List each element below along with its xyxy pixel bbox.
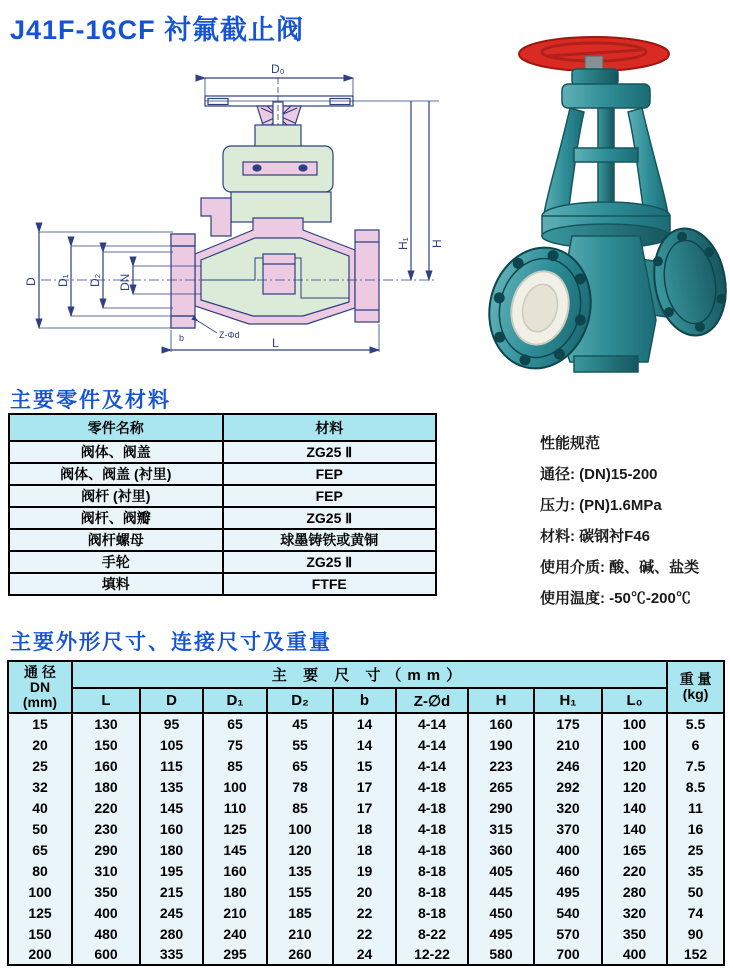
table-row (8, 902, 724, 923)
table-cell: 295 (203, 944, 267, 965)
dim-label-d0: D₀ (271, 62, 285, 76)
table-cell: 32 (8, 776, 72, 797)
table-cell: 280 (140, 923, 203, 944)
table-cell: 4-14 (396, 755, 468, 776)
materials-col-part: 零件名称 (9, 414, 223, 441)
table-cell: 4-14 (396, 734, 468, 755)
table-cell: 245 (140, 902, 203, 923)
table-cell: 手轮 (9, 551, 223, 573)
table-cell: ZG25 Ⅱ (223, 441, 437, 463)
table-cell: 120 (602, 776, 667, 797)
table-cell: 180 (72, 776, 140, 797)
table-cell: 95 (140, 713, 203, 734)
table-cell: 135 (267, 860, 333, 881)
table-cell: 19 (333, 860, 396, 881)
table-row (8, 776, 724, 797)
table-cell: 22 (333, 923, 396, 944)
table-cell: 25 (8, 755, 72, 776)
table-cell: 球墨铸铁或黄铜 (223, 529, 437, 551)
table-cell: 7.5 (667, 755, 724, 776)
table-cell: 8-18 (396, 860, 468, 881)
dims-col-weight (667, 661, 724, 713)
table-cell: 50 (667, 881, 724, 902)
table-cell: 阀体、阀盖 (衬里) (9, 463, 223, 485)
dimensions-section-heading: 主要外形尺寸、连接尺寸及重量 (10, 631, 332, 654)
table-cell: 580 (468, 944, 534, 965)
table-cell: 17 (333, 776, 396, 797)
table-cell: 400 (534, 839, 602, 860)
table-row (8, 797, 724, 818)
table-cell: 405 (468, 860, 534, 881)
table-cell: 115 (140, 755, 203, 776)
table-cell: 210 (203, 902, 267, 923)
table-cell: 8-18 (396, 902, 468, 923)
table-cell: 600 (72, 944, 140, 965)
table-row (8, 944, 724, 965)
table-cell: 480 (72, 923, 140, 944)
table-cell: 220 (72, 797, 140, 818)
header-cell: L₀ (602, 688, 667, 713)
table-cell: FEP (223, 463, 437, 485)
performance-specs (540, 428, 699, 614)
valve-photo (486, 20, 728, 383)
table-cell: 85 (267, 797, 333, 818)
table-cell: 165 (602, 839, 667, 860)
table-row (8, 713, 724, 734)
table-cell: 210 (534, 734, 602, 755)
dim-label-dn: DN (118, 273, 132, 291)
table-row (9, 441, 436, 463)
table-row (8, 755, 724, 776)
header-cell: b (333, 688, 396, 713)
table-cell: 110 (203, 797, 267, 818)
table-cell: 140 (602, 818, 667, 839)
table-cell: 320 (602, 902, 667, 923)
table-cell: 80 (8, 860, 72, 881)
materials-table (8, 413, 437, 596)
spec-line: 使用介质: 酸、碱、盐类 (540, 559, 700, 576)
dimensions-table (7, 660, 725, 966)
table-cell: ZG25 Ⅱ (223, 507, 437, 529)
valve-handwheel (519, 37, 669, 71)
spec-line: 使用温度: -50℃-200℃ (540, 590, 691, 607)
table-row (9, 573, 436, 595)
table-row (8, 860, 724, 881)
table-cell: 152 (667, 944, 724, 965)
table-cell: 400 (602, 944, 667, 965)
table-cell: 100 (267, 818, 333, 839)
table-cell: 40 (8, 797, 72, 818)
table-cell: 160 (468, 713, 534, 734)
table-cell: 195 (140, 860, 203, 881)
valve-photo-svg (486, 20, 728, 378)
header-cell: H (468, 688, 534, 713)
header-cell: D₂ (267, 688, 333, 713)
table-cell: 190 (468, 734, 534, 755)
table-cell: 14 (333, 713, 396, 734)
table-cell: 125 (203, 818, 267, 839)
table-cell: 130 (72, 713, 140, 734)
specs-lines (540, 459, 699, 614)
table-cell: 120 (602, 755, 667, 776)
dim-label-d: D (24, 277, 38, 286)
dn-header-line: 通 径 (24, 663, 56, 680)
table-cell: 14 (333, 734, 396, 755)
table-cell: 180 (203, 881, 267, 902)
table-cell: 55 (267, 734, 333, 755)
weight-header-line: 重 量 (679, 671, 712, 687)
table-cell: 360 (468, 839, 534, 860)
table-cell: 160 (203, 860, 267, 881)
table-cell: 320 (534, 797, 602, 818)
table-row (9, 529, 436, 551)
table-cell: FTFE (223, 573, 437, 595)
spec-line: 通径: (DN)15-200 (540, 466, 658, 483)
table-cell: 填料 (9, 573, 223, 595)
table-cell: 125 (8, 902, 72, 923)
dim-label-l: L (272, 336, 279, 350)
table-cell: 100 (602, 734, 667, 755)
table-cell: 495 (468, 923, 534, 944)
table-row (9, 507, 436, 529)
table-cell: 90 (667, 923, 724, 944)
table-cell: 100 (8, 881, 72, 902)
table-cell: 50 (8, 818, 72, 839)
table-cell: 65 (267, 755, 333, 776)
table-cell: 246 (534, 755, 602, 776)
valve-cross-section-svg (5, 58, 465, 378)
table-cell: 292 (534, 776, 602, 797)
table-cell: 4-14 (396, 713, 468, 734)
table-cell: 215 (140, 881, 203, 902)
table-cell: 5.5 (667, 713, 724, 734)
valve-cross-section-drawing (5, 58, 465, 383)
specs-title: 性能规范 (540, 435, 601, 452)
dn-header-line: DN (29, 678, 51, 695)
table-cell: 4-18 (396, 818, 468, 839)
table-cell: 22 (333, 902, 396, 923)
table-cell: 18 (333, 839, 396, 860)
header-cell: D (140, 688, 203, 713)
table-cell: 150 (72, 734, 140, 755)
table-cell: 15 (8, 713, 72, 734)
spec-line: 材料: 碳钢衬F46 (540, 528, 651, 545)
materials-header-row (9, 414, 436, 441)
table-cell: 阀杆 (衬里) (9, 485, 223, 507)
table-cell: 35 (667, 860, 724, 881)
dim-label-zd: Z-Φd (219, 330, 240, 340)
table-cell: 223 (468, 755, 534, 776)
table-cell: 4-18 (396, 797, 468, 818)
table-cell: 65 (8, 839, 72, 860)
dims-subheader-row (8, 688, 724, 713)
materials-table-body (9, 441, 436, 595)
table-cell: 540 (534, 902, 602, 923)
table-cell: 11 (667, 797, 724, 818)
table-cell: 290 (72, 839, 140, 860)
table-cell: 230 (72, 818, 140, 839)
table-cell: 74 (667, 902, 724, 923)
header-cell: L (72, 688, 140, 713)
table-row (8, 734, 724, 755)
table-cell: 290 (468, 797, 534, 818)
table-row (8, 923, 724, 944)
table-cell: 700 (534, 944, 602, 965)
table-cell: 160 (72, 755, 140, 776)
header-cell: Z-∅d (396, 688, 468, 713)
table-row (9, 485, 436, 507)
table-cell: 240 (203, 923, 267, 944)
page-title: J41F-16CF 衬氟截止阀 (10, 15, 305, 45)
table-cell: 570 (534, 923, 602, 944)
table-cell: 200 (8, 944, 72, 965)
table-cell: 180 (140, 839, 203, 860)
table-row (8, 839, 724, 860)
table-cell: 85 (203, 755, 267, 776)
dim-label-d2: D₂ (88, 273, 102, 287)
table-cell: 175 (534, 713, 602, 734)
table-cell: 4-18 (396, 776, 468, 797)
table-cell: 145 (140, 797, 203, 818)
table-cell: 100 (602, 713, 667, 734)
table-cell: 400 (72, 902, 140, 923)
table-cell: 310 (72, 860, 140, 881)
table-cell: 120 (267, 839, 333, 860)
table-row (8, 818, 724, 839)
table-cell: 16 (667, 818, 724, 839)
table-cell: ZG25 Ⅱ (223, 551, 437, 573)
header-cell: D₁ (203, 688, 267, 713)
table-cell: 75 (203, 734, 267, 755)
valve-drawing-geometry (39, 78, 439, 352)
table-cell: 18 (333, 818, 396, 839)
dim-label-d1: D₁ (56, 274, 70, 287)
table-cell: 8-22 (396, 923, 468, 944)
table-cell: 280 (602, 881, 667, 902)
table-cell: 350 (72, 881, 140, 902)
table-row (9, 463, 436, 485)
table-cell: 12-22 (396, 944, 468, 965)
table-cell: 24 (333, 944, 396, 965)
table-cell: 495 (534, 881, 602, 902)
dims-col-dn (8, 661, 72, 713)
dims-table-body (8, 713, 724, 965)
table-row (9, 551, 436, 573)
table-cell: 460 (534, 860, 602, 881)
table-cell: 260 (267, 944, 333, 965)
table-cell: 370 (534, 818, 602, 839)
table-cell: 20 (333, 881, 396, 902)
table-cell: 25 (667, 839, 724, 860)
table-cell: 160 (140, 818, 203, 839)
header-cell: H₁ (534, 688, 602, 713)
table-cell: 阀杆、阀瓣 (9, 507, 223, 529)
table-cell: 140 (602, 797, 667, 818)
table-cell: 135 (140, 776, 203, 797)
table-cell: 15 (333, 755, 396, 776)
table-cell: 155 (267, 881, 333, 902)
table-cell: 185 (267, 902, 333, 923)
table-cell: 8.5 (667, 776, 724, 797)
weight-header-line: (kg) (682, 686, 709, 702)
table-cell: 20 (8, 734, 72, 755)
materials-col-material: 材料 (223, 414, 437, 441)
table-cell: 105 (140, 734, 203, 755)
dn-header-line: (mm) (22, 693, 58, 710)
table-cell: 45 (267, 713, 333, 734)
materials-section-heading: 主要零件及材料 (10, 389, 171, 412)
dims-main-header: 主 要 尺 寸（mm） (72, 661, 667, 688)
table-cell: 阀体、阀盖 (9, 441, 223, 463)
table-cell: 220 (602, 860, 667, 881)
table-cell: 78 (267, 776, 333, 797)
dim-label-h: H (430, 239, 444, 248)
table-cell: 335 (140, 944, 203, 965)
spec-line: 压力: (PN)1.6MPa (540, 497, 662, 514)
table-cell: 65 (203, 713, 267, 734)
dim-label-b: b (179, 333, 185, 343)
table-cell: 265 (468, 776, 534, 797)
table-cell: 315 (468, 818, 534, 839)
table-cell: 350 (602, 923, 667, 944)
dim-label-h1: H₁ (396, 237, 410, 250)
table-cell: 8-18 (396, 881, 468, 902)
table-cell: 150 (8, 923, 72, 944)
table-cell: 6 (667, 734, 724, 755)
table-cell: 4-18 (396, 839, 468, 860)
table-cell: 17 (333, 797, 396, 818)
table-cell: 100 (203, 776, 267, 797)
dims-header-row-1 (8, 661, 724, 688)
table-cell: FEP (223, 485, 437, 507)
table-row (8, 881, 724, 902)
valve-yoke (542, 69, 670, 248)
table-cell: 450 (468, 902, 534, 923)
table-cell: 阀杆螺母 (9, 529, 223, 551)
table-cell: 210 (267, 923, 333, 944)
table-cell: 445 (468, 881, 534, 902)
table-cell: 145 (203, 839, 267, 860)
